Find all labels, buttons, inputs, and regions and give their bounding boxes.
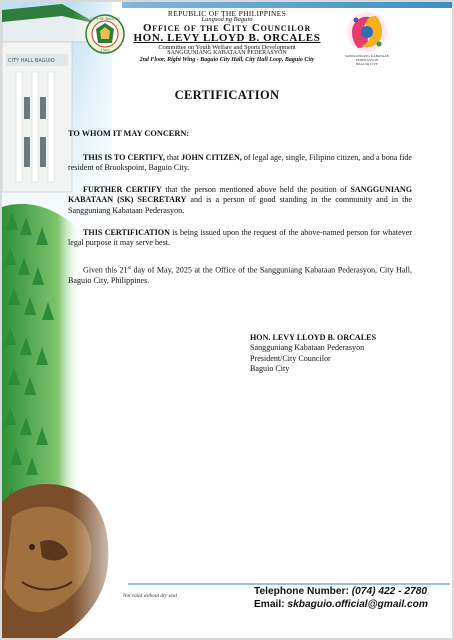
header-color-band	[122, 2, 452, 8]
p1-rest: of legal age, single, Filipino citizen, and a bona fide resident of Brookspoint, Baguio City.	[68, 153, 413, 173]
p1-name: JOHN CITIZEN,	[181, 153, 242, 162]
sk-logo-caption	[339, 54, 395, 66]
p3-rest: is being issued upon the request of the above-named person for whatever legal purpose it may serve best.	[68, 228, 413, 248]
p1-mid: that	[164, 153, 182, 162]
header-pederasyon: SANGGUNIANG KABATAAN PEDERASYON	[167, 50, 287, 56]
p3-lead: THIS CERTIFICATION	[83, 228, 170, 237]
telephone-number: (074) 422 - 2780	[351, 586, 428, 597]
svg-text:CITY OF BAGUIO: CITY OF BAGUIO	[90, 17, 120, 22]
header-office: Office of the City Councilor	[142, 22, 312, 34]
paragraph-further-certify	[68, 185, 412, 216]
p2-lead: FURTHER CERTIFY	[83, 185, 162, 194]
telephone-label: Telephone Number:	[254, 586, 352, 597]
signatory-line-2: President/City Councilor	[250, 353, 331, 363]
p1-lead: THIS IS TO CERTIFY,	[83, 153, 165, 162]
signatory-line-3: Baguio City	[250, 364, 290, 374]
paragraph-certify	[68, 153, 412, 174]
p2-position: SANGGUNIANG KABATAAN (SK) SECRETARY	[68, 185, 412, 205]
p2-mid: that the person mentioned above held the position of	[161, 185, 351, 194]
header-councilor-name: HON. LEVY LLOYD B. ORCALES	[133, 32, 321, 44]
dry-seal-note: Not valid without dry seal	[123, 593, 177, 599]
document-title: CERTIFICATION	[174, 88, 280, 102]
salutation: TO WHOM IT MAY CONCERN:	[68, 129, 190, 138]
svg-text:CITY HALL BAGUIO: CITY HALL BAGUIO	[8, 58, 55, 64]
footer-email	[254, 599, 428, 610]
paragraph-issuance	[68, 228, 412, 249]
signatory-line-1: Sangguniang Kabataan Pederasyon	[250, 343, 365, 353]
paragraph-given-date	[68, 264, 412, 286]
sk-logo-caption-line-3: BAGUIO CITY	[356, 62, 378, 66]
certificate-page	[2, 2, 452, 638]
footer-divider	[128, 583, 450, 585]
header-lungsod: Lungsod ng Baguio	[201, 16, 253, 23]
header-committee: Committee on Youth Welfare and Sports Development	[158, 44, 296, 51]
sk-logo-caption-line-1: SANGGUNIANG KABATAAN	[344, 54, 390, 58]
signatory-name: HON. LEVY LLOYD B. ORCALES	[250, 333, 377, 342]
p4-rest: day of May, 2025 at the Office of the Sangguniang Kabataan Pederasyon, City Hall, Baguio City, Philippines.	[68, 265, 412, 285]
header-address: 2nd Floor, Right Wing - Baguio City Hall, City Hall Loop, Baguio City	[139, 57, 315, 63]
email-address: skbaguio.official@gmail.com	[287, 599, 428, 610]
p2-rest: and is a person of good standing in the community and in the Sangguniang Kabataan Pederasyon.	[68, 195, 412, 215]
footer-telephone	[254, 586, 427, 597]
p4-start: Given this 21	[83, 265, 128, 275]
signatory-block	[250, 333, 376, 375]
sk-logo-caption-line-2: PEDERASYON	[355, 58, 379, 62]
email-label: Email:	[254, 599, 288, 610]
header-republic: REPUBLIC OF THE PHILIPPINES	[167, 9, 287, 18]
svg-text:1909: 1909	[100, 48, 110, 53]
p4-ordinal-suffix: st	[127, 266, 131, 271]
